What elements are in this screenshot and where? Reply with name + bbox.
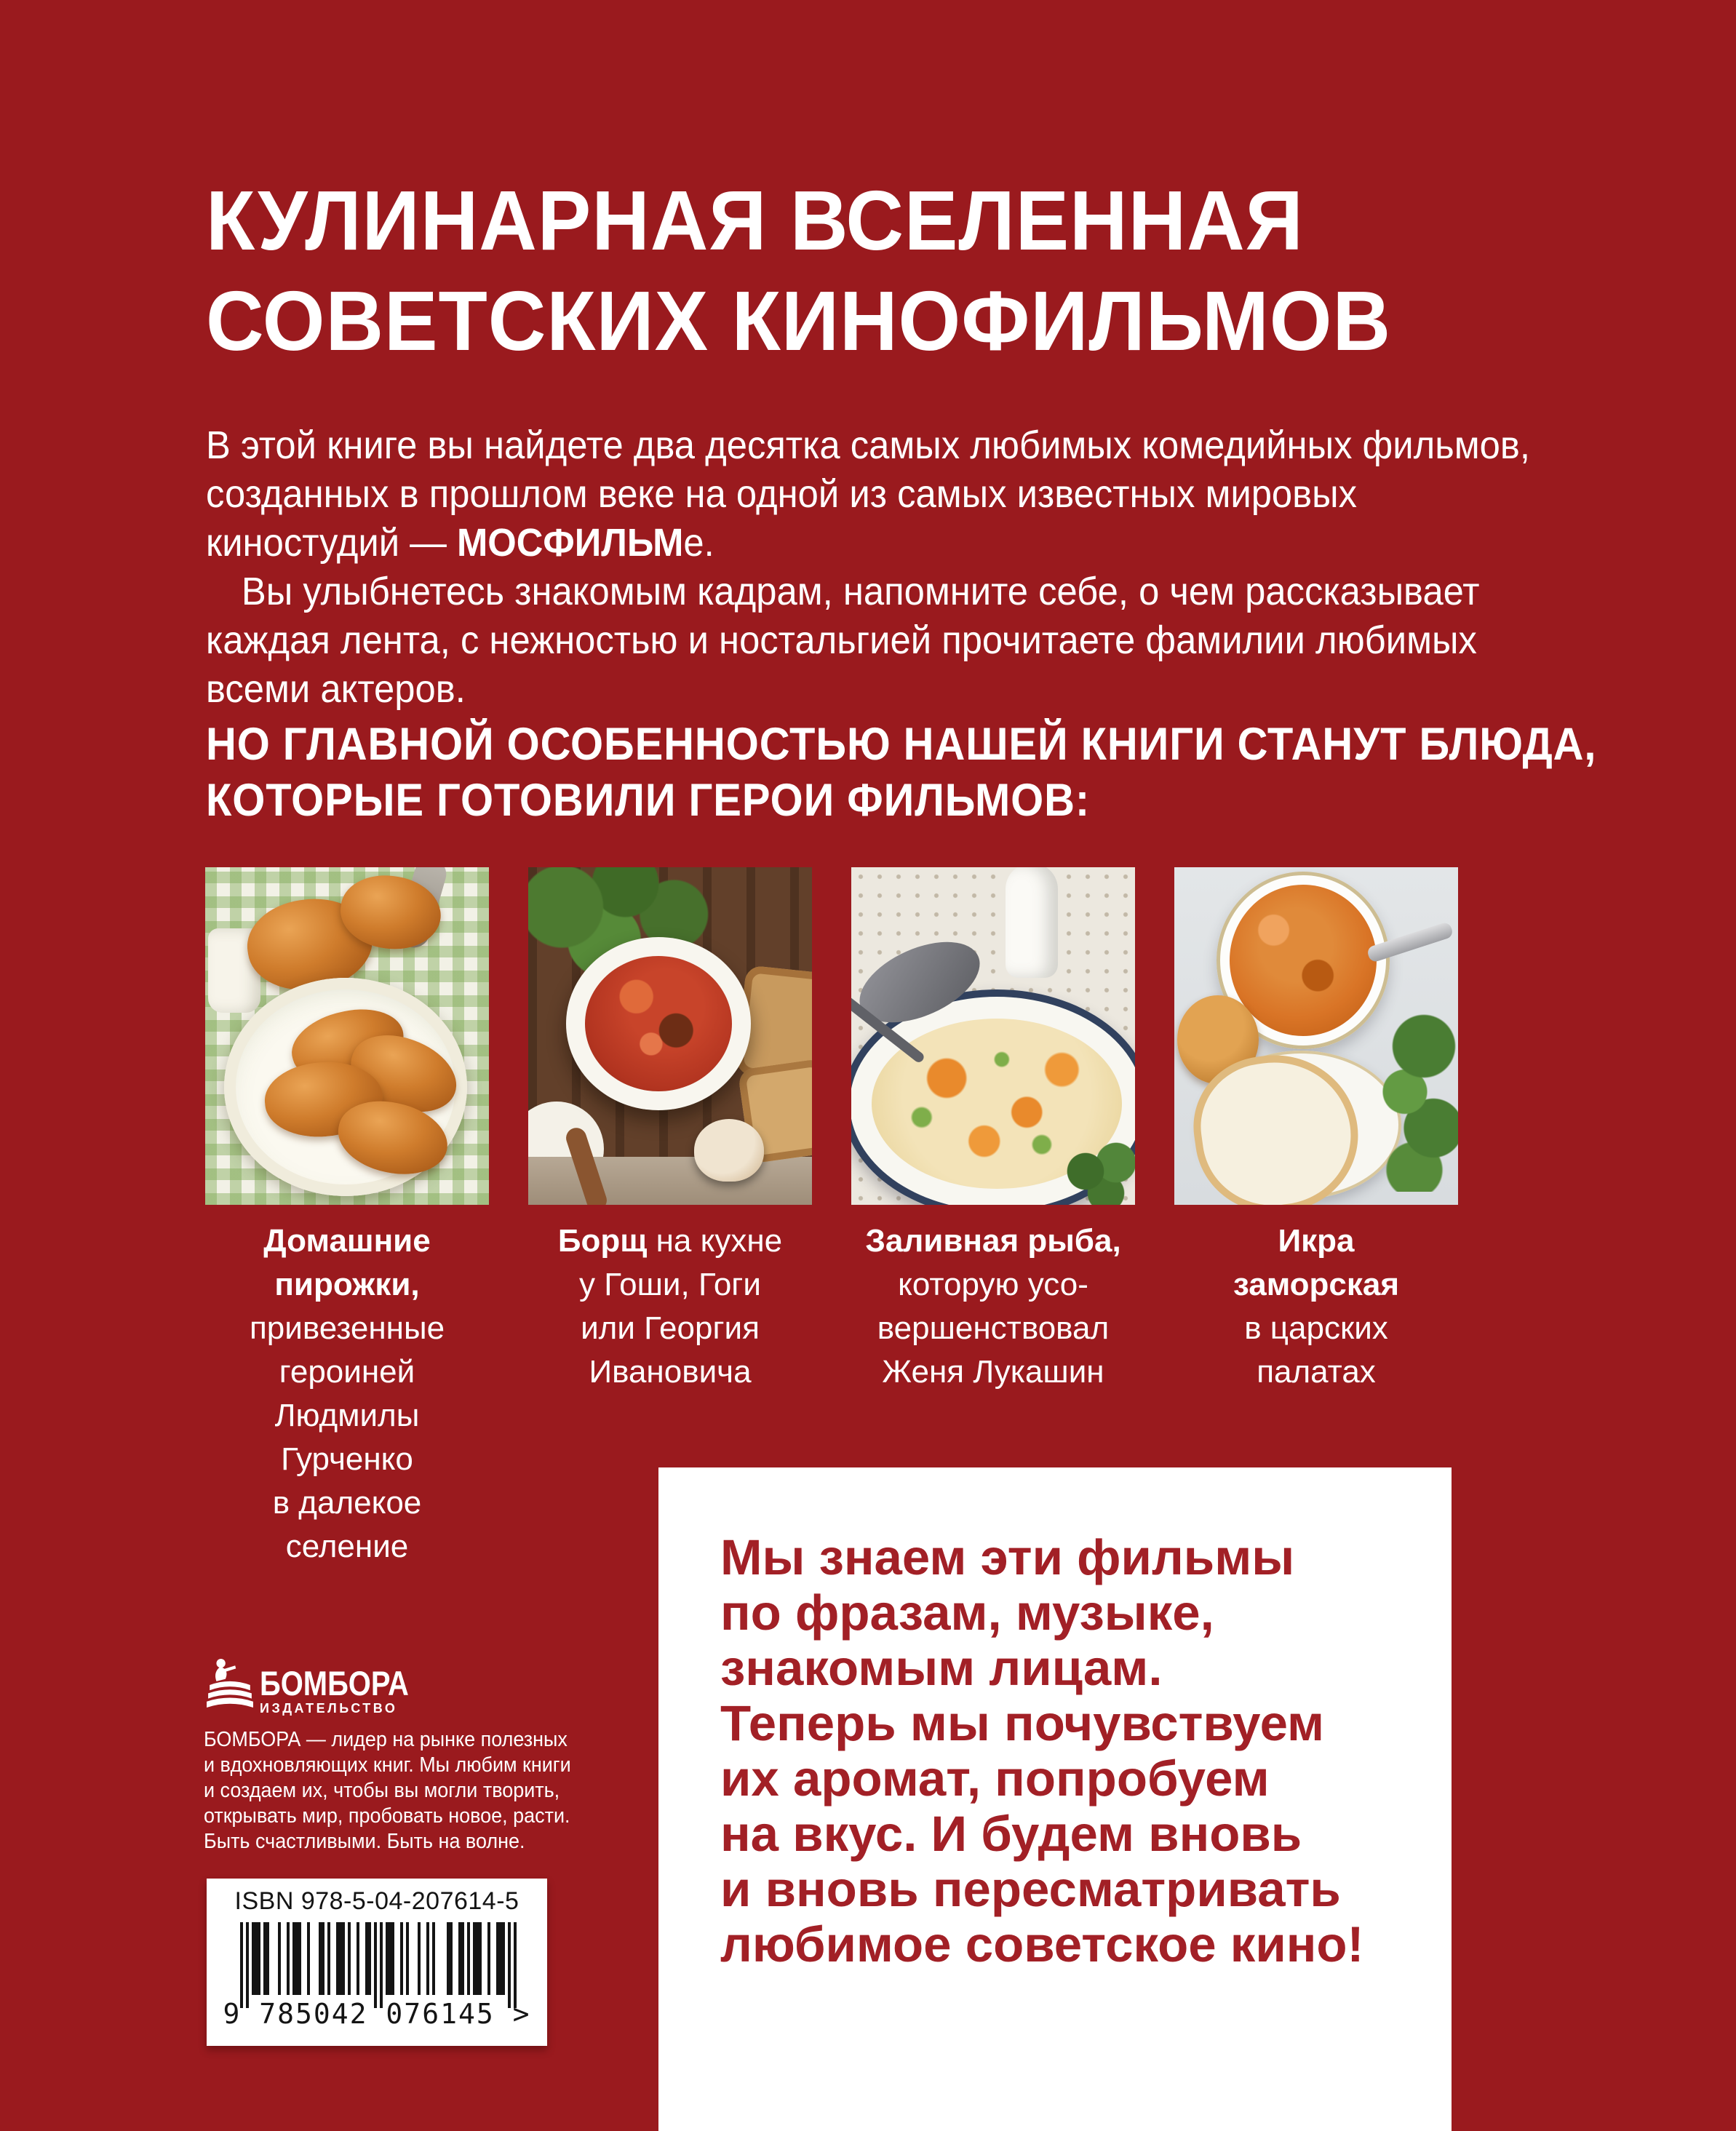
- text-line: В этой книге вы найдете два десятка самых любимых комедийных фильмов,: [206, 423, 1530, 467]
- text-line: Женя Лукашин: [882, 1354, 1104, 1390]
- dish-caption: [528, 1219, 812, 1394]
- intro-text: [206, 421, 1530, 714]
- text-line: по фразам, музыке,: [720, 1585, 1214, 1641]
- text-line: и вдохновляющих книг. Мы любим книги: [204, 1753, 571, 1777]
- dish-caption: [1174, 1219, 1458, 1394]
- text-line: Борщ на кухне: [557, 1223, 783, 1259]
- text-line: БОМБОРА — лидер на рынке полезных: [204, 1728, 568, 1751]
- text-line: и создаем их, чтобы вы могли творить,: [204, 1779, 560, 1802]
- publisher-subtitle: ИЗДАТЕЛЬСТВО: [260, 1701, 398, 1716]
- parsley-shape: [1377, 1010, 1458, 1192]
- section-heading-line-2: КОТОРЫЕ ГОТОВИЛИ ГЕРОИ ФИЛЬМОВ:: [206, 775, 1091, 826]
- caviar-photo: [1174, 867, 1458, 1205]
- text-line: открывать мир, пробовать новое, расти.: [204, 1804, 570, 1828]
- text-line: Быть счастливыми. Быть на волне.: [204, 1830, 525, 1853]
- quote-text: [720, 1530, 1364, 1972]
- bowl-shape: [566, 937, 751, 1110]
- dish-caption: [205, 1219, 489, 1569]
- text-line: в далекое: [272, 1485, 422, 1521]
- dill-shape: [1045, 1128, 1135, 1205]
- text-line: героиней: [279, 1354, 415, 1390]
- barcode-digits: 9 785042 076145 >: [223, 1998, 531, 2030]
- dish-column-borscht: [528, 867, 812, 1394]
- text-line: в царских: [1244, 1310, 1388, 1346]
- text-line: привезенные: [249, 1310, 445, 1346]
- text-line: Мы знаем эти фильмы: [720, 1529, 1295, 1585]
- text-line: всеми актеров.: [206, 667, 466, 711]
- text-line: знакомым лицам.: [720, 1640, 1163, 1696]
- isbn-number: ISBN 978-5-04-207614-5: [234, 1887, 519, 1915]
- isbn-label: [207, 1879, 547, 2046]
- publisher-about: [204, 1727, 571, 1855]
- text-line: вершенствовал: [877, 1310, 1110, 1346]
- text-line: Икра: [1278, 1223, 1355, 1259]
- dish-column-pirozhki: [205, 867, 489, 1569]
- borscht-photo: [528, 867, 812, 1205]
- quote-box: [658, 1467, 1452, 2131]
- text-line: у Гоши, Гоги: [579, 1267, 761, 1302]
- salt-shaker-shape: [1006, 867, 1058, 978]
- title-line-1: КУЛИНАРНАЯ ВСЕЛЕННАЯ: [206, 173, 1304, 268]
- text-line: Заливная рыба,: [865, 1223, 1121, 1259]
- page-title: [206, 170, 1391, 371]
- aspic-fish-photo: [851, 867, 1135, 1205]
- text-line: на вкус. И будем вновь: [720, 1806, 1302, 1862]
- text-line: Людмилы: [274, 1398, 420, 1433]
- caviar-shape: [1230, 885, 1377, 1036]
- section-heading: [206, 717, 1596, 829]
- text-line: Вы улыбнетесь знакомым кадрам, напомните себе, о чем рассказывает: [241, 570, 1480, 613]
- text-line: киностудий — МОСФИЛЬМе.: [206, 521, 714, 565]
- text-line: созданных в прошлом веке на одной из самых известных мировых: [206, 472, 1357, 516]
- section-heading-line-1: НО ГЛАВНОЙ ОСОБЕННОСТЬЮ НАШЕЙ КНИГИ СТАНУТ БЛЮДА,: [206, 719, 1597, 770]
- dish-column-aspic: [851, 867, 1135, 1394]
- text-line: Домашние: [263, 1223, 431, 1259]
- soup-shape: [585, 956, 732, 1091]
- text-line: любимое советское кино!: [720, 1916, 1364, 1972]
- dish-caption: [851, 1219, 1135, 1394]
- text-line: которую усо-: [898, 1267, 1088, 1302]
- text-line: Гурченко: [281, 1441, 413, 1477]
- publisher-name: БОМБОРА: [260, 1664, 409, 1702]
- title-line-2: СОВЕТСКИХ КИНОФИЛЬМОВ: [206, 274, 1391, 368]
- text-line: пирожки,: [274, 1267, 420, 1302]
- text-line: и вновь пересматривать: [720, 1861, 1341, 1917]
- dish-column-caviar: [1174, 867, 1458, 1394]
- ean13-barcode: [240, 1922, 517, 2009]
- text-line: селение: [285, 1529, 409, 1564]
- pirozhki-photo: [205, 867, 489, 1205]
- text-line: или Георгия: [581, 1310, 760, 1346]
- text-line: Ивановича: [589, 1354, 752, 1390]
- text-line: каждая лента, с нежностью и ностальгией прочитаете фамилии любимых: [206, 618, 1477, 662]
- bombora-logo-icon: [205, 1656, 255, 1713]
- text-line: Теперь мы почувствуем: [720, 1695, 1325, 1751]
- cloth-shape: [528, 1157, 812, 1205]
- text-line: заморская: [1233, 1267, 1400, 1302]
- text-line: их аромат, попробуем: [720, 1750, 1270, 1807]
- garlic-shape: [694, 1119, 764, 1182]
- text-line: палатах: [1257, 1354, 1376, 1390]
